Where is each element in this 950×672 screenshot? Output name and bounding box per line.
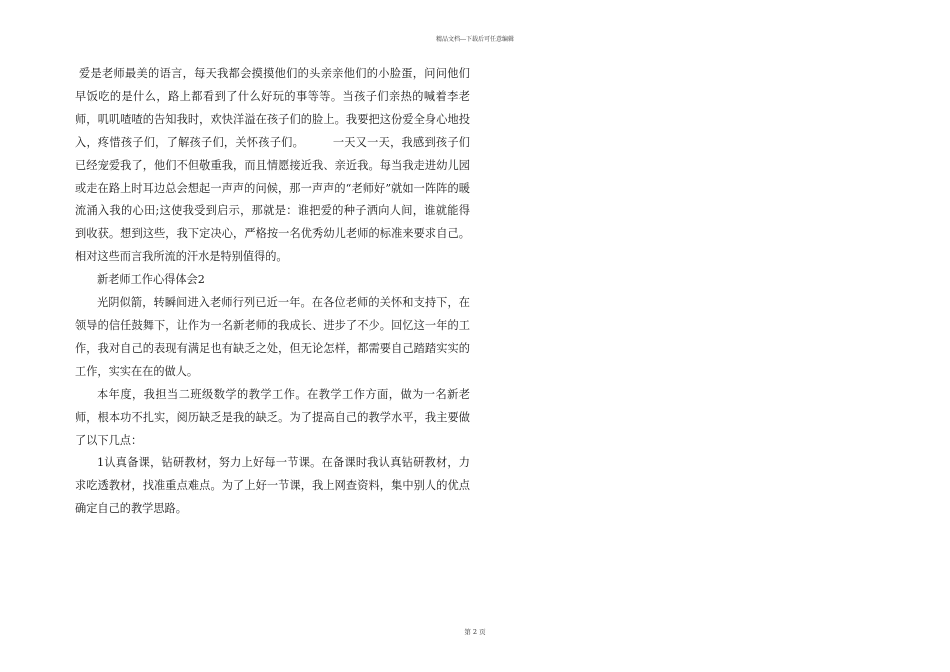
section-heading: 新老师工作心得体会2 bbox=[97, 273, 205, 287]
paragraph-love-of-teaching: 爱是老师最美的语言，每天我都会摸摸他们的头亲亲他们的小脸蛋，问问他们早饭吃的是什么，路上都看到了什么好玩的事等等。当孩子们亲热的喊着李老师，叽叽喳喳的告知我时，欢快洋溢在孩子们的脸上。我要把这份爱全身心地投入，疼惜孩子们，了解孩子们，关怀孩子们。 一天又一天，我感到孩子们已经宠爱我了，他们不但敬重我，而且情愿接近我、亲近我。每当我走进幼儿园或走在路上时耳边总会想起一声声的问候，那一声声的“老师好”就如一阵阵的暖流涌入我的心田;这使我受到启示，那就是：谁把爱的种子洒向人间，谁就能得到收获。想到这些，我下定决心，严格按一名优秀幼儿老师的标准来要求自己。相对这些而言我所流的汗水是特别值得的。 bbox=[75, 67, 470, 264]
document-body bbox=[75, 63, 470, 521]
paragraph-lesson-prep: 1认真备课，钻研教材，努力上好每一节课。在备课时我认真钻研教材，力求吃透教材，找准重点难点。为了上好一节课，我上网查资料，集中别人的优点确定自己的教学思路。 bbox=[75, 456, 470, 516]
paragraph-first-year: 光阴似箭，转瞬间进入老师行列已近一年。在各位老师的关怀和支持下，在领导的信任鼓舞下，让作为一名新老师的我成长、进步了不少。回忆这一年的工作，我对自己的表现有满足也有缺乏之处，但无论怎样，都需要自己踏踏实实的工作，实实在在的做人。 bbox=[75, 296, 470, 378]
page-header: 精品文档---下载后可任意编辑 bbox=[435, 36, 515, 43]
paragraph-teaching-work: 本年度，我担当二班级数学的教学工作。在教学工作方面，做为一名新老师，根本功不扎实，阅历缺乏是我的缺乏。为了提高自己的教学水平，我主要做了以下几点： bbox=[75, 387, 470, 447]
page-number: 第 2 页 bbox=[464, 628, 486, 636]
